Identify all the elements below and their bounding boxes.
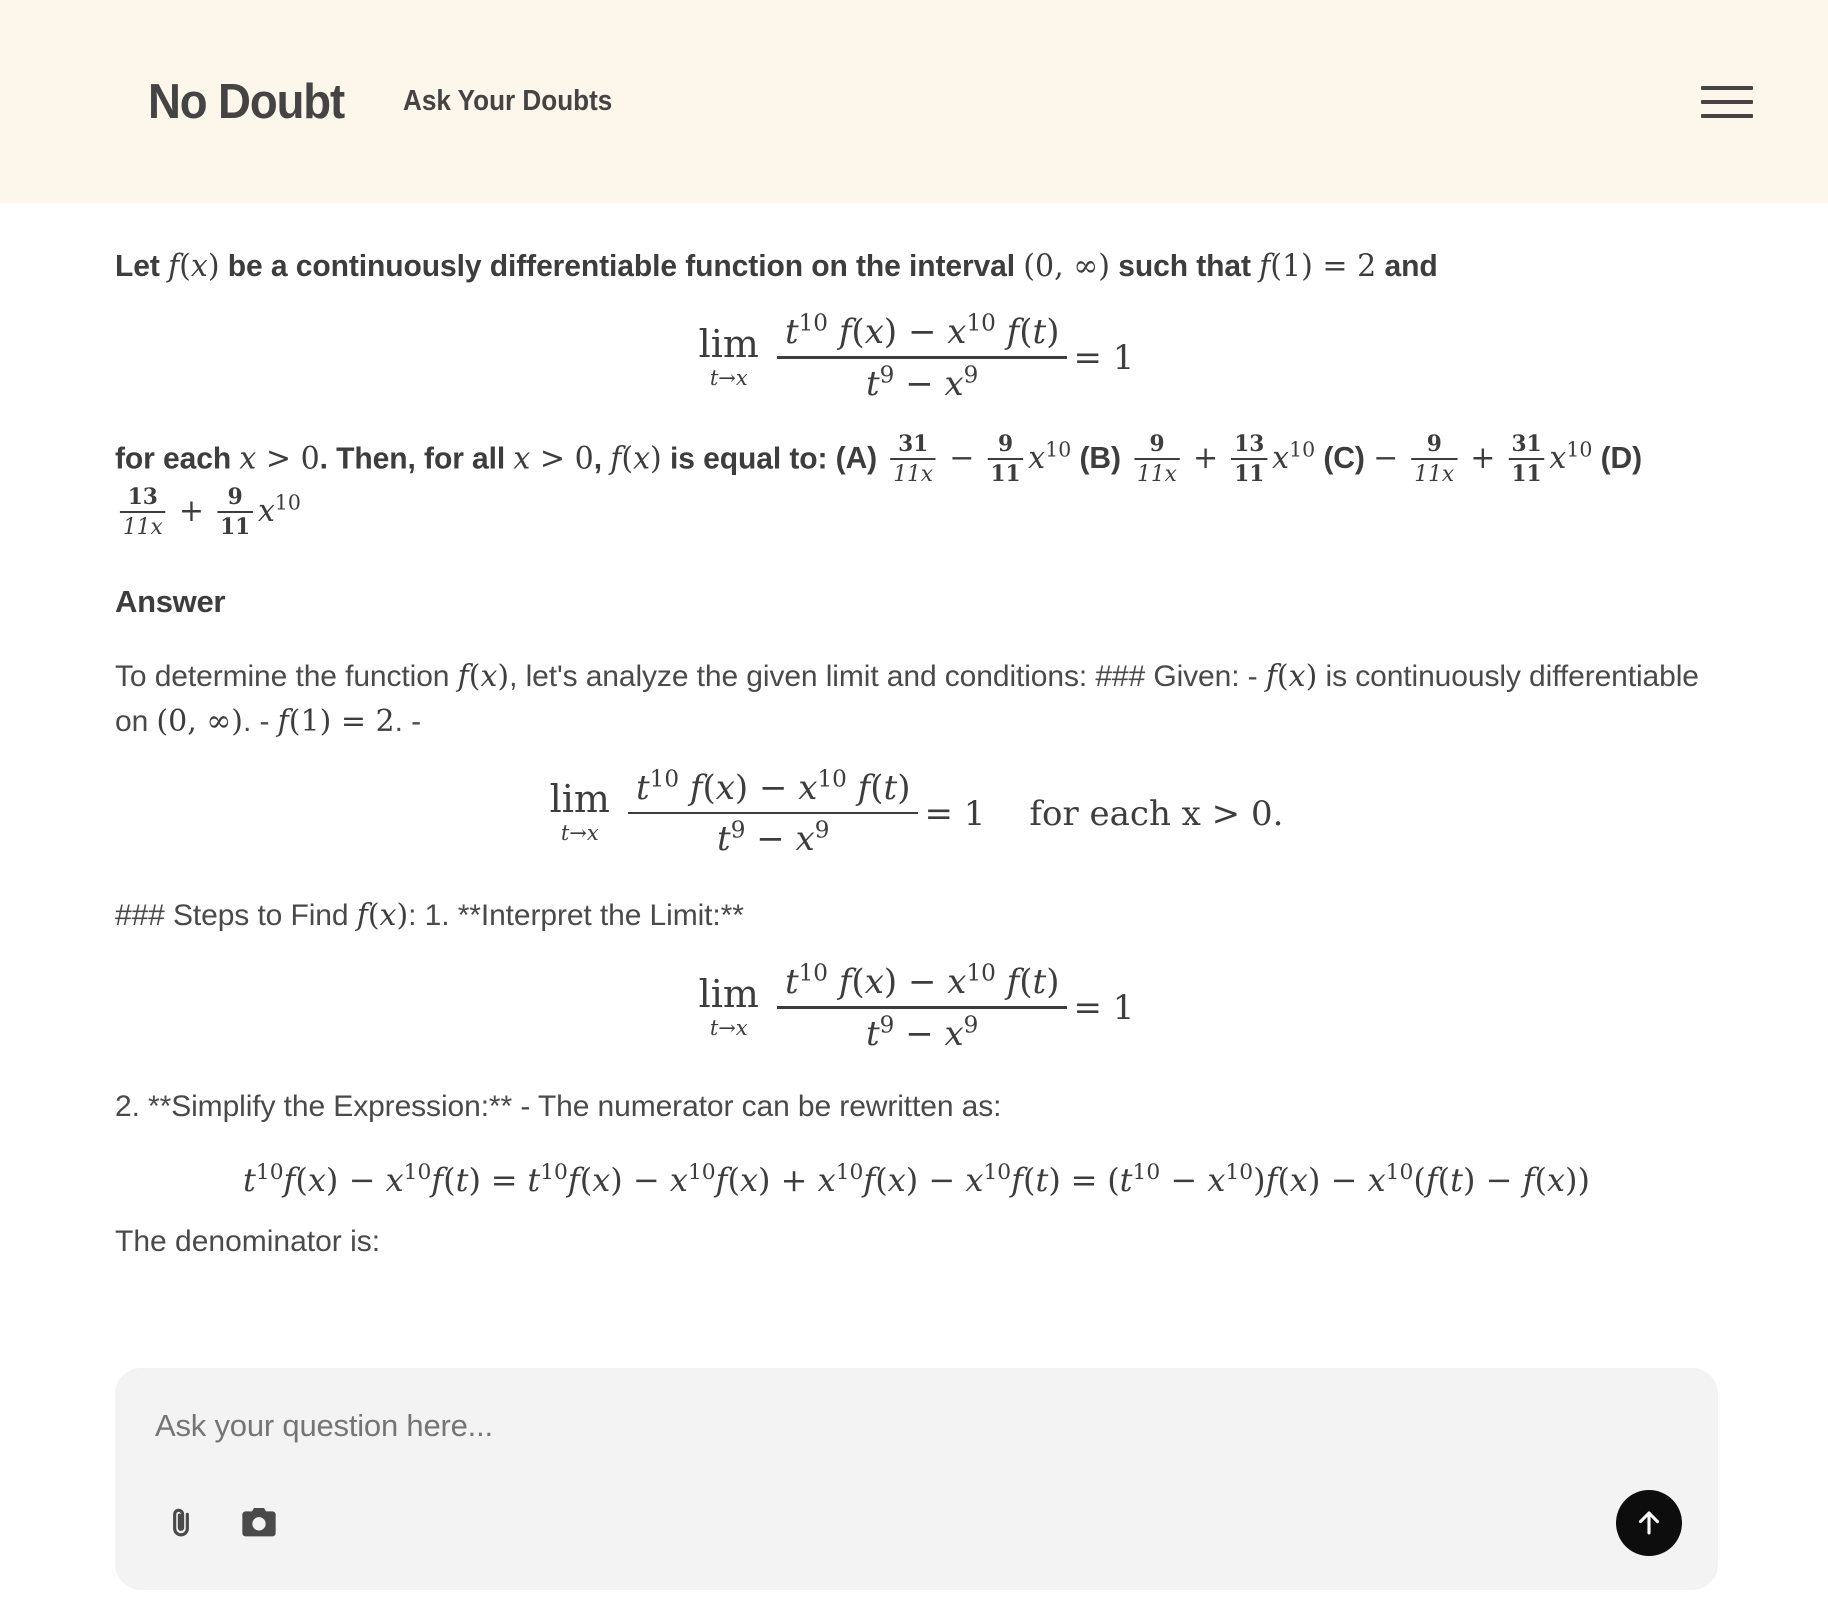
- brand-tagline: Ask Your Doubts: [402, 85, 613, 117]
- option-a-f1-den: 11x: [893, 461, 934, 487]
- limit-fraction: [628, 768, 919, 860]
- limit-lim-label: lim: [698, 321, 759, 366]
- limit-denominator: $t^9 - x^9$: [717, 817, 830, 860]
- send-button[interactable]: [1616, 1490, 1682, 1556]
- option-d-f2-den: 11: [220, 513, 251, 540]
- limit-lim-label: lim: [698, 971, 759, 1016]
- menu-line-3: [1701, 114, 1753, 118]
- option-a[interactable]: [835, 430, 1080, 487]
- option-d-fraction-1: [120, 483, 166, 540]
- numerator-rewrite-equation: [115, 1161, 1718, 1199]
- option-c-f2-den: 11: [1511, 460, 1542, 487]
- limit-operator: [698, 971, 759, 1041]
- limit-numerator: $t^{10}$ $f(x) - x^{10}$ f(t): [635, 766, 911, 808]
- answer-p1-b: , let's analyze the given limit and conditions: ### Given: -: [509, 659, 1258, 693]
- question-line1-c: such that: [1118, 249, 1251, 283]
- option-c[interactable]: [1323, 430, 1600, 487]
- limit-fraction: [777, 312, 1068, 404]
- question-line2-c: ,: [593, 441, 602, 476]
- question-line1-b: be a continuously differentiable function on the interval: [227, 249, 1016, 283]
- option-b-fraction-2: [1231, 430, 1267, 487]
- paperclip-icon[interactable]: [155, 1497, 207, 1549]
- answer-p1-c: is continuously differentiable on: [115, 659, 1699, 738]
- answer-fx-1: f(x): [457, 658, 510, 694]
- option-a-fraction-2: [988, 430, 1024, 487]
- question-text: [115, 245, 1694, 288]
- limit-operator: [549, 777, 610, 846]
- answer-limit-equation-2: [115, 962, 1718, 1054]
- limit-denominator: $t^9 - x^9$: [866, 362, 979, 404]
- answer-interval: (0, ∞): [156, 703, 244, 739]
- answer-paragraph-4-clipped: The denominator is:: [115, 1224, 381, 1258]
- question-f1: f(1) = 2: [1259, 249, 1377, 284]
- limit-equals-value: = 1: [924, 793, 986, 834]
- answer-paragraph-1: [115, 654, 1718, 744]
- answer-p1-a: To determine the function: [115, 659, 450, 693]
- option-c-fraction-2: [1509, 430, 1545, 487]
- longeq-eq-1: =: [490, 1160, 518, 1199]
- question-interval: (0, ∞): [1023, 249, 1110, 284]
- option-a-f1-num: 31: [898, 430, 929, 457]
- option-b-label: (B): [1079, 441, 1121, 476]
- option-c-label: (C): [1323, 441, 1365, 476]
- option-a-power: $x^{10}$: [1028, 437, 1072, 477]
- limit-fraction: [777, 962, 1068, 1054]
- limit-subscript: t→x: [560, 821, 599, 846]
- option-a-f2-den: 11: [990, 460, 1021, 487]
- option-b-sign: +: [1192, 441, 1219, 477]
- question-cond-1: x > 0: [239, 441, 320, 477]
- limit-subscript: t→x: [709, 365, 748, 390]
- option-c-lead-sign: −: [1372, 441, 1399, 477]
- answer-p2-a: ### Steps to Find: [115, 899, 349, 933]
- limit-denominator: $t^9 - x^9$: [866, 1012, 979, 1054]
- option-a-fraction-1: [890, 430, 936, 487]
- option-b-f1-den: 11x: [1137, 461, 1177, 487]
- limit-numerator: $t^{10}$ $f(x) - x^{10}$ f(t): [784, 310, 1060, 353]
- option-b-f2-num: 13: [1234, 430, 1265, 457]
- option-a-f2-num: 9: [997, 430, 1013, 457]
- option-d-f2-num: 9: [227, 483, 243, 510]
- option-c-sign: +: [1470, 441, 1496, 477]
- camera-icon[interactable]: [233, 1497, 285, 1549]
- option-b-f1-num: 9: [1149, 430, 1165, 457]
- answer-fx-3: f(x): [356, 898, 409, 934]
- question-line1-d: and: [1384, 249, 1438, 283]
- question-fx-2: f(x): [610, 441, 662, 477]
- longeq-eq-2: =: [1070, 1160, 1098, 1199]
- option-c-power: $x^{10}$: [1549, 437, 1593, 477]
- answer-fx-2: f(x): [1265, 658, 1318, 694]
- question-options-text: [115, 430, 1694, 540]
- limit-operator: [698, 321, 759, 391]
- answer-heading: Answer: [115, 583, 226, 619]
- longeq-lhs: $t^{10}f(x) - x^{10}f(t)$: [243, 1159, 481, 1199]
- option-d-sign: +: [178, 494, 205, 530]
- limit-equals-value: = 1: [1073, 338, 1135, 379]
- question-line2-a: for each: [115, 441, 232, 476]
- question-input[interactable]: [155, 1408, 1678, 1444]
- option-a-label: (A): [835, 441, 878, 476]
- option-b[interactable]: [1079, 430, 1323, 487]
- question-line2-d: is equal to:: [670, 441, 828, 476]
- option-b-fraction-1: [1134, 430, 1180, 487]
- answer-p2-b: : 1. **Interpret the Limit:**: [408, 899, 744, 933]
- answer-f1: f(1) = 2: [277, 703, 395, 739]
- option-b-f2-den: 11: [1234, 460, 1265, 487]
- limit-numerator: $t^{10}$ $f(x) - x^{10}$ f(t): [784, 960, 1060, 1003]
- arrow-up-icon: [1632, 1506, 1666, 1540]
- option-c-f2-num: 31: [1511, 430, 1542, 457]
- answer-paragraph-3: 2. **Simplify the Expression:** - The numerator can be rewritten as:: [115, 1089, 1002, 1123]
- composer-panel: [115, 1368, 1718, 1590]
- app-header: [0, 0, 1828, 203]
- option-d-f1-den: 11x: [122, 514, 163, 540]
- question-line1-a: Let: [115, 249, 160, 283]
- option-a-sign: −: [949, 441, 975, 477]
- limit-condition-tail: for each x > 0.: [1029, 793, 1284, 834]
- limit-subscript: t→x: [709, 1015, 748, 1040]
- answer-p1-d: . -: [243, 704, 270, 738]
- brand-logo: No Doubt: [148, 74, 345, 129]
- longeq-rhs: $(t^{10} - x^{10})f(x) - x^{10}(f(t) - f(x))$: [1107, 1159, 1590, 1199]
- question-cond-2: x > 0: [513, 441, 594, 477]
- question-fx-1: f(x): [168, 249, 220, 284]
- option-d-fraction-2: [217, 483, 253, 540]
- answer-limit-equation: [115, 768, 1718, 860]
- question-limit-equation: [115, 312, 1718, 404]
- limit-equals-value: = 1: [1073, 988, 1135, 1029]
- option-c-f1-den: 11x: [1414, 461, 1455, 487]
- limit-lim-label: lim: [549, 777, 610, 822]
- answer-p1-e: . -: [394, 704, 421, 738]
- option-c-fraction-1: [1411, 430, 1457, 487]
- hamburger-menu-icon[interactable]: [1701, 79, 1753, 125]
- composer-toolbar: [155, 1490, 1682, 1556]
- option-d-power: $x^{10}$: [257, 490, 301, 530]
- option-d-label: (D): [1600, 441, 1643, 476]
- longeq-mid: $t^{10}f(x) - x^{10}f(x) + x^{10}f(x) - x^{10}f(t)$: [527, 1159, 1061, 1199]
- menu-line-1: [1701, 86, 1753, 90]
- option-c-f1-num: 9: [1426, 430, 1442, 457]
- menu-line-2: [1701, 100, 1753, 104]
- option-b-power: $x^{10}$: [1272, 437, 1316, 477]
- question-line2-b: . Then, for all: [319, 441, 506, 476]
- option-d-f1-num: 13: [127, 483, 158, 510]
- answer-paragraph-2: [115, 893, 1718, 938]
